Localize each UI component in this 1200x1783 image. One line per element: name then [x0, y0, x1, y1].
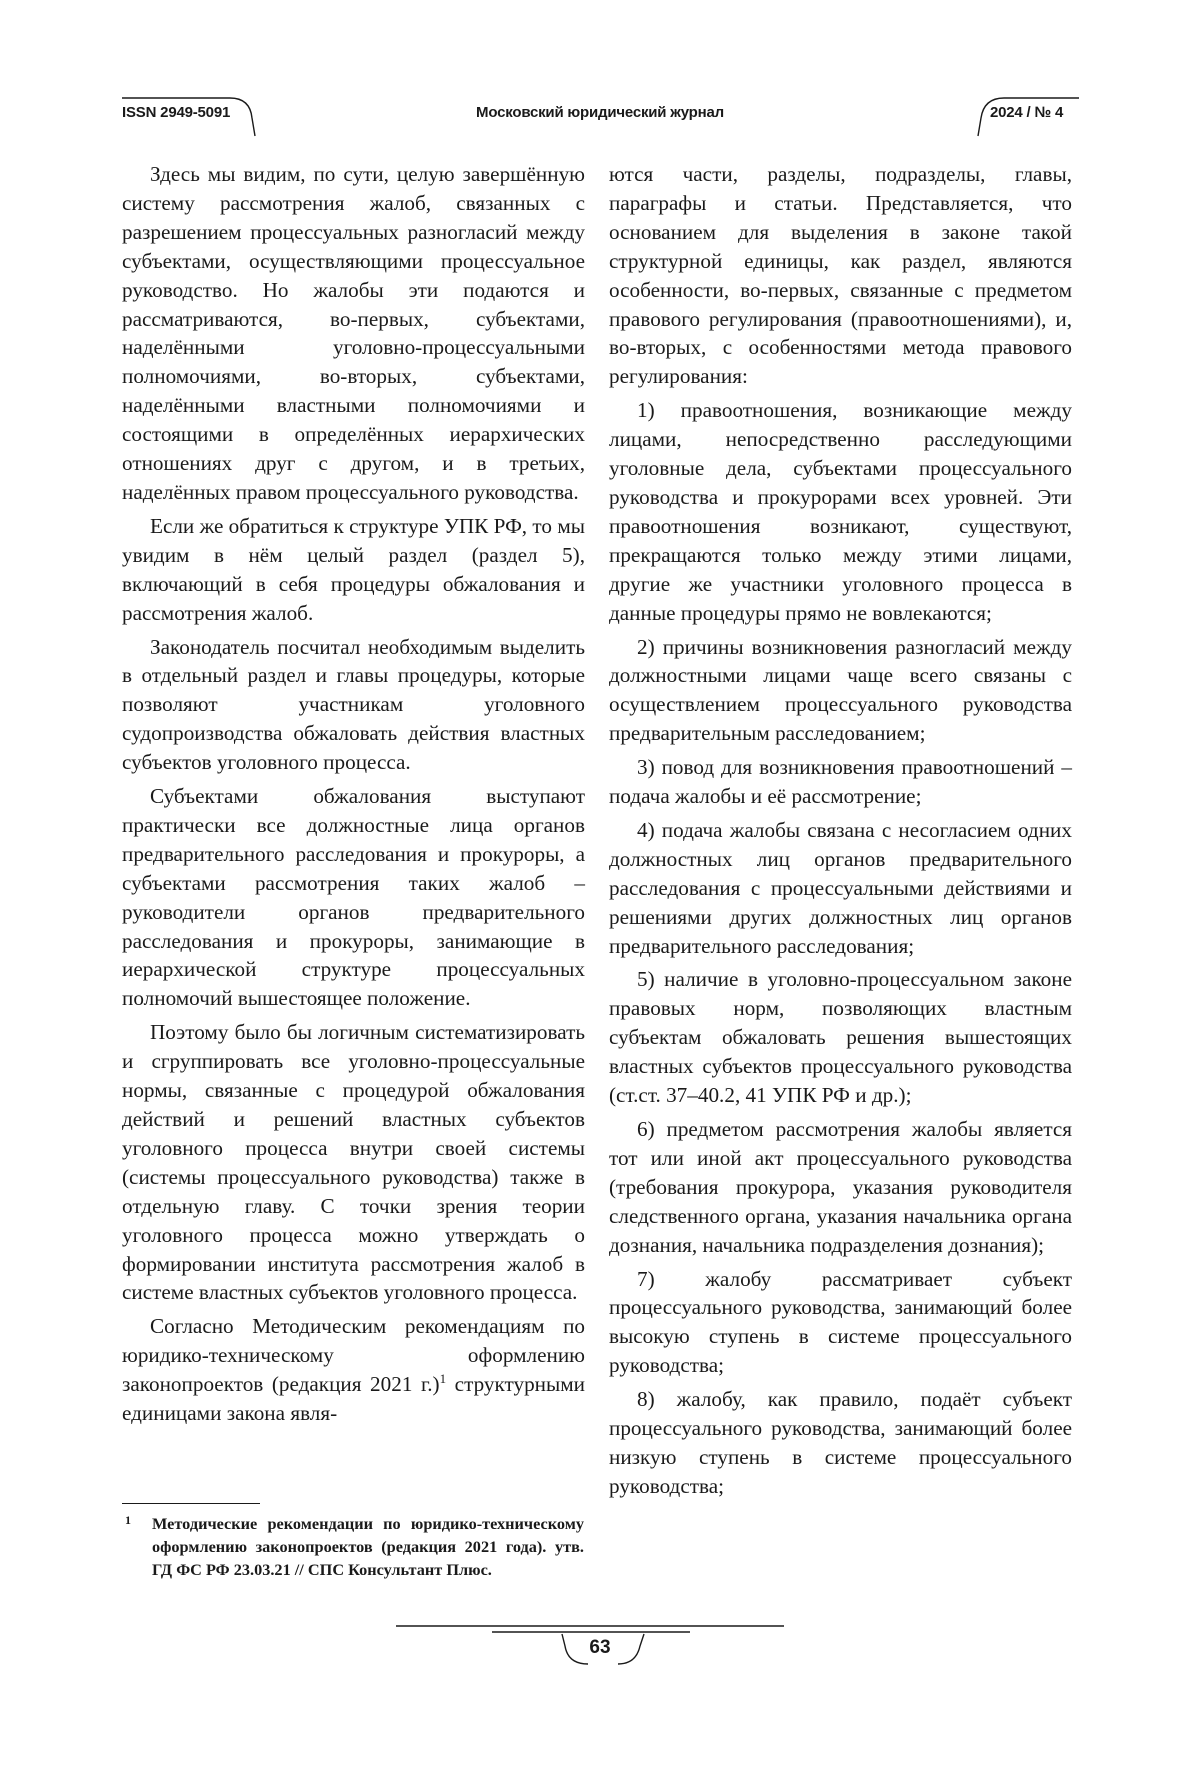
paragraph: ются части, разделы, подразделы, главы, параграфы и статьи. Представляется, что основанием для выделения в законе такой структурной единицы, как раздел, являются особенности, во-первых, связанные с предметом правового регулирования (правоотношениями), и, во-вторых, с особенностями метода правового регулирования:: [609, 162, 1072, 389]
issn-label: ISSN 2949-5091: [122, 104, 231, 121]
paragraph: Если же обратиться к структуре УПК РФ, то мы увидим в нём целый раздел (раздел 5), включающий в себя процедуры обжалования и рассмотрения жалоб.: [122, 513, 585, 625]
footnote-divider: [122, 1503, 260, 1504]
page-number: 63: [589, 1637, 611, 1658]
paragraph: Здесь мы видим, по сути, целую завершённую систему рассмотрения жалоб, связанных с разрешением процессуальных разногласий между субъектами, осуществляющими процессуальное руководство. Но жалобы эти подаются и рассматриваются, во-первых, субъектами, наделёнными уголовно-процессуальными полномочиями, во-вторых, субъектами, наделёнными властными полномочиями и состоящими в определённых иерархических отношениях друг с другом, и в третьих, наделённых правом процессуального руководства.: [122, 162, 585, 504]
paragraph: Субъектами обжалования выступают практически все должностные лица органов предварительного расследования и прокуроры, а субъектами рассмотрения таких жалоб – руководители органов предварительного расследования и прокуроры, занимающие в иерархической структуре процессуальных полномочий вышестоящее положение.: [122, 784, 585, 1011]
list-item: 5) наличие в уголовно-процессуальном законе правовых норм, позволяющих властным субъектам обжаловать решения вышестоящих властных субъектов процессуального руководства (ст.ст. 37–40.2, 41 УПК РФ и др.);: [609, 967, 1072, 1108]
list-item: 2) причины возникновения разногласий между должностными лицами чаще всего связаны с осуществлением процессуального руководства предварительным расследованием;: [609, 634, 1072, 746]
paragraph: Законодатель посчитал необходимым выделить в отдельный раздел и главы процедуры, которые позволяют участникам уголовного судопроизводства обжаловать действия властных субъектов уголовного процесса.: [122, 634, 585, 775]
list-item: 6) предметом рассмотрения жалобы является тот или иной акт процессуального руководства (требования прокурора, указания руководителя следственного органа, указания начальника органа дознания, начальника подразделения дознания);: [609, 1117, 1072, 1257]
footnote-marker: 1: [125, 1513, 131, 1527]
footnote-text: Методические рекомендации по юридико-техническому оформлению законопроектов (редакция 2021 года). утв. ГД ФС РФ 23.03.21 // СПС Консультант Плюс.: [152, 1514, 584, 1580]
footnote-reference[interactable]: 1: [439, 1371, 447, 1387]
paragraph: [122, 1312, 585, 1428]
paragraph-text: Согласно Методическим рекомендациям по юридико-техническому оформлению законопроектов (редакция 2021 г.): [122, 1314, 585, 1397]
right-column: [609, 160, 1072, 1506]
issue-label: 2024 / № 4: [990, 104, 1064, 121]
paragraph: Поэтому было бы логичным систематизировать и сгруппировать все уголовно-процессуальные нормы, связанные с процедурой обжалования действий и решений властных субъектов уголовного процесса внутри своей системы (системы процессуального руководства) также в отдельную главу. С точки зрения теории уголовного процесса можно утверждать о формировании института рассмотрения жалоб в системе властных субъектов уголовного процесса.: [122, 1020, 585, 1305]
paragraph-text: структурными единицами закона явля-: [122, 1372, 585, 1426]
list-item: 8) жалобу, как правило, подаёт субъект процессуального руководства, занимающий более низкую ступень в системе процессуального руководства;: [609, 1387, 1072, 1498]
list-item: 4) подача жалобы связана с несогласием одних должностных лиц органов предварительного расследования с процессуальными действиями и решениями других должностных лиц органов предварительного расследования;: [609, 817, 1072, 958]
list-item: 7) жалобу рассматривает субъект процессуального руководства, занимающий более высокую ступень в системе процессуального руководства;: [609, 1266, 1072, 1378]
running-header: [0, 0, 1200, 140]
list-item: 3) повод для возникновения правоотношений – подача жалобы и её рассмотрение;: [609, 755, 1072, 809]
list-item: 1) правоотношения, возникающие между лицами, непосредственно расследующими уголовные дела, субъектами процессуального руководства и прокурорами всех уровней. Эти правоотношения возникают, существуют, прекращаются только между этими лицами, другие же участники уголовного процесса в данные процедуры прямо не вовлекаются;: [609, 398, 1072, 625]
left-column: [122, 160, 585, 1433]
footnote: [122, 1512, 584, 1582]
journal-title: Московский юридический журнал: [476, 104, 724, 121]
